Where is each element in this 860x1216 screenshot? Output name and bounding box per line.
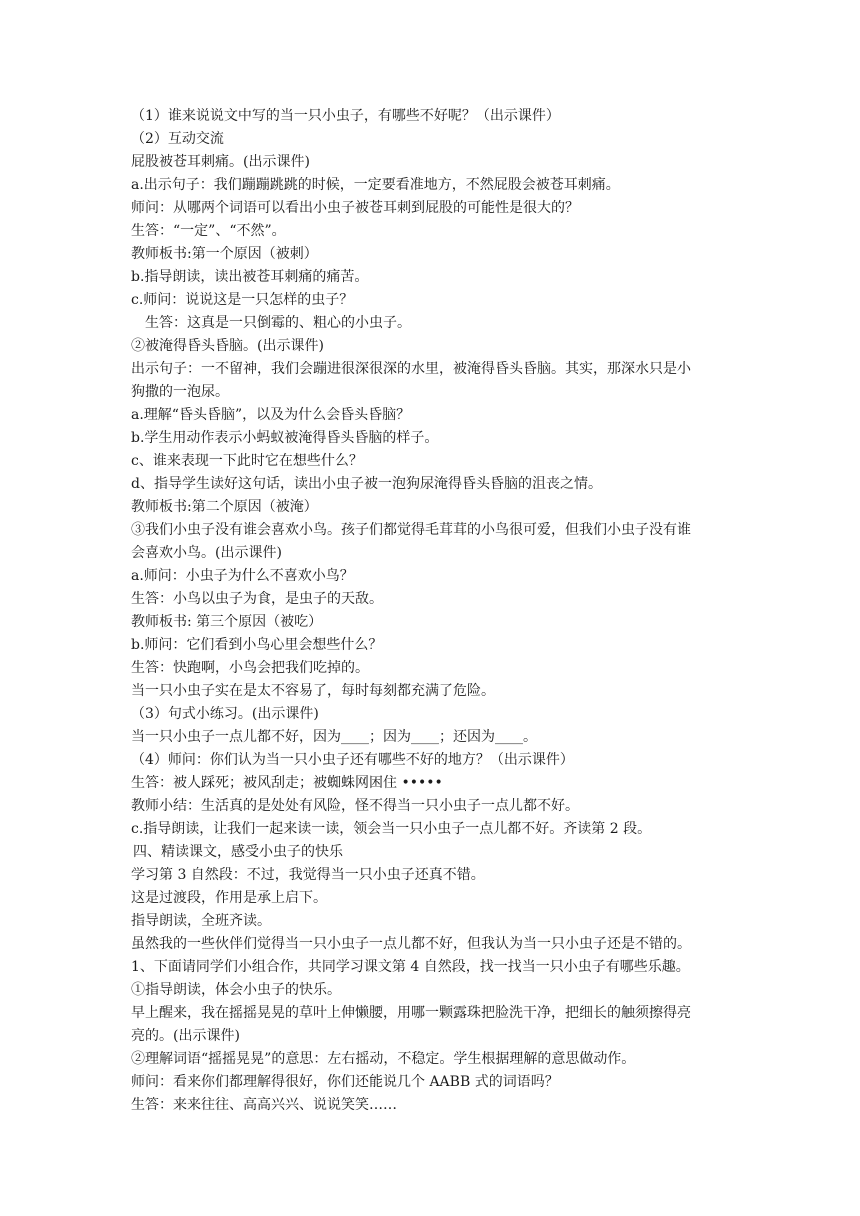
text-line: 生答：这真是一只倒霉的、粗心的小虫子。 [145, 315, 411, 331]
text-line: 这是过渡段，作用是承上启下。 [131, 890, 327, 906]
text-line: a.出示句子：我们蹦蹦跳跳的时候，一定要看准地方，不然屁股会被苍耳刺痛。 [131, 177, 620, 193]
text-line: b.指导朗读，读出被苍耳刺痛的痛苦。 [131, 269, 369, 285]
text-line: 师问：从哪两个词语可以看出小虫子被苍耳刺到屁股的可能性是很大的？ [131, 200, 579, 216]
text-line: 屁股被苍耳刺痛。(出示课件) [131, 154, 310, 170]
text-line: 当一只小虫子实在是太不容易了，每时每刻都充满了危险。 [131, 683, 495, 699]
text-line: b.师问：它们看到小鸟心里会想些什么？ [131, 637, 383, 653]
text-line: 早上醒来，我在摇摇晃晃的草叶上伸懒腰，用哪一颗露珠把脸洗干净，把细长的触须擦得亮 [131, 1005, 691, 1021]
text-line: 当一只小虫子一点儿都不好，因为____；因为____；还因为____。 [131, 729, 537, 745]
text-line: c、谁来表现一下此时它在想些什么？ [131, 453, 363, 469]
text-line: 师问：看来你们都理解得很好，你们还能说几个 AABB 式的词语吗？ [131, 1074, 559, 1090]
text-line: b.学生用动作表示小蚂蚁被淹得昏头昏脑的样子。 [131, 430, 439, 446]
text-line: d、指导学生读好这句话，读出小虫子被一泡狗尿淹得昏头昏脑的沮丧之情。 [131, 476, 602, 492]
text-line: 会喜欢小鸟。(出示课件) [131, 545, 282, 561]
text-line: ②理解词语“摇摇晃晃”的意思：左右摇动，不稳定。学生根据理解的意思做动作。 [131, 1051, 636, 1067]
text-line: 生答：“一定”、“不然”。 [131, 223, 286, 239]
text-line: （2）互动交流 [131, 131, 224, 147]
document-body [131, 105, 731, 1117]
text-line: ③我们小虫子没有谁会喜欢小鸟。孩子们都觉得毛茸茸的小鸟很可爱，但我们小虫子没有谁 [131, 522, 691, 538]
text-line: 教师板书:第二个原因（被淹） [131, 499, 318, 515]
text-line: 教师板书: 第三个原因（被吃） [131, 614, 323, 630]
text-line: a.师问：小虫子为什么不喜欢小鸟？ [131, 568, 354, 584]
text-line: 出示句子：一不留神，我们会蹦进很深很深的水里，被淹得昏头昏脑。其实，那深水只是小 [131, 361, 691, 377]
text-line: 生答：小鸟以虫子为食，是虫子的天敌。 [131, 591, 383, 607]
text-line: ②被淹得昏头昏脑。(出示课件) [131, 338, 324, 354]
text-line: 指导朗读，全班齐读。 [131, 913, 271, 929]
text-line: （1）谁来说说文中写的当一只小虫子，有哪些不好呢？（出示课件） [131, 108, 560, 124]
text-line: 学习第 3 自然段：不过，我觉得当一只小虫子还真不错。 [131, 867, 485, 883]
text-line: 生答：来来往往、高高兴兴、说说笑笑…… [131, 1097, 397, 1113]
text-line: ①指导朗读，体会小虫子的快乐。 [131, 982, 341, 998]
text-line: 生答：快跑啊，小鸟会把我们吃掉的。 [131, 660, 369, 676]
text-line: 教师板书:第一个原因（被刺） [131, 246, 318, 262]
text-line: 生答：被人踩死；被风刮走；被蜘蛛网困住 ••••• [131, 775, 443, 791]
text-line: （3）句式小练习。(出示课件) [131, 706, 319, 722]
text-line: 狗撒的一泡尿。 [131, 384, 229, 400]
text-line: 1、下面请同学们小组合作，共同学习课文第 4 自然段，找一找当一只小虫子有哪些乐趣。 [131, 959, 690, 975]
text-line: 教师小结：生活真的是处处有风险，怪不得当一只小虫子一点儿都不好。 [131, 798, 579, 814]
text-line: 四、精读课文，感受小虫子的快乐 [133, 844, 343, 860]
text-line: c.指导朗读，让我们一起来读一读，领会当一只小虫子一点儿都不好。齐读第 2 段。 [131, 821, 652, 837]
text-line: c.师问：说说这是一只怎样的虫子？ [131, 292, 354, 308]
text-line: （4）师问：你们认为当一只小虫子还有哪些不好的地方？（出示课件） [131, 752, 574, 768]
text-line: 亮的。(出示课件) [131, 1028, 240, 1044]
text-line: a.理解“昏头昏脑”，以及为什么会昏头昏脑？ [131, 407, 411, 423]
text-line: 虽然我的一些伙伴们觉得当一只小虫子一点儿都不好，但我认为当一只小虫子还是不错的。 [131, 936, 691, 952]
